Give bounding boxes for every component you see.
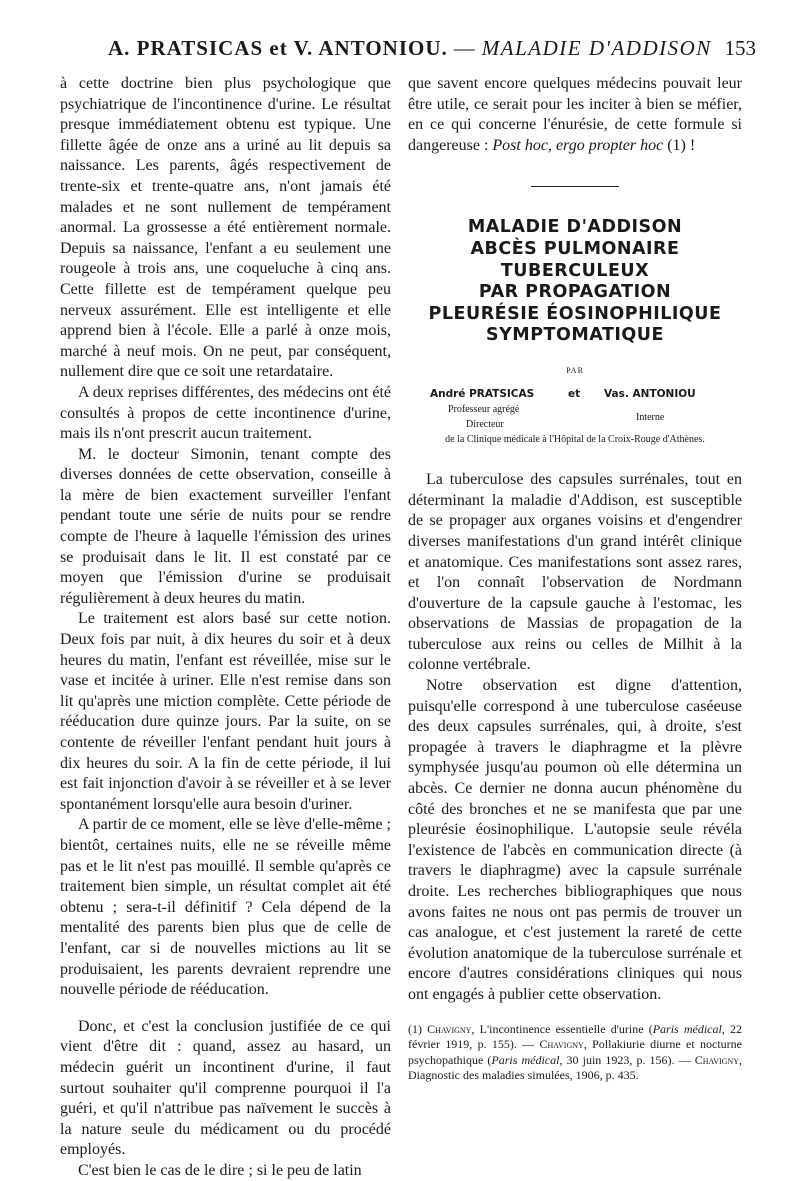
title-line: PLEURÉSIE ÉOSINOPHILIQUE [428,303,722,324]
paragraph: Donc, et c'est la conclusion justifiée de ce qui vient d'être dit : quand, assez au hasard, un médecin guérit un incontinent d'urine, il faut surtout souhaiter qu'il comprenne pourquoi il l'a guéri, et qu'il n'attribue pas naïvement le succès à la nature seule du médicament ou du procédé employés. [60,1017,391,1159]
paragraph: Notre observation est digne d'attention, puisqu'elle correspond à une tuberculose caséeuse des deux capsules surrénales, qui, à droite, s'est propagée à travers le diaphragme et la plèvre symphysée jusqu'au poumon où elle détermina un abcès. Ce dernier ne donna aucun phénomène du côté des bronches et ne se manifesta que par une pleurésie éosinophilique. L'autopsie seule révéla l'existence de l'abcès en communication directe (à travers le diaphragme) avec la capsule surrénale droite. Les recherches bibliographiques que nous avons faites ne nous ont pas permis de trouver un cas analogue, et c'est justement la rareté de cette évolution anatomique de la tuberculose surrénale et encore d'autres considérations cliniques qui nous ont engagés à publier cette observation. [408,677,742,1003]
cited-journal: Paris médical [491,1052,560,1067]
paragraph: La tuberculose des capsules surrénales, tout en déterminant la maladie d'Addison, est susceptible de se propager aux organes voisins et d'engendrer diverses manifestations d'un grand intérêt clinique et anatomique. Ces manifestations sont assez rares, et l'on connaît l'observation de Nordmann d'ouverture de la capsule gauche à l'estomac, les observations de Massias de propagation de la tuberculose aux reins ou celles de Milhit à la colonne vertébrale. [408,471,742,674]
footnote-text: , Diagnostic des maladies simulées, 1906, p. 435. [408,1052,742,1083]
right-column [408,74,742,1084]
author-name: André PRATSICAS [430,387,535,400]
author-title: Interne [636,411,665,423]
page-number: 153 [724,36,756,60]
title-line: ABCÈS PULMONAIRE [470,238,680,259]
paragraph: A deux reprises différentes, des médecins ont été consultés à propos de cette incontinence d'urine, mais ils n'ont prescrit aucun traitement. [60,383,391,443]
cited-author: Chavigny [427,1021,472,1036]
affiliation: de la Clinique médicale à l'Hôpital de la Croix-Rouge d'Athènes. [445,433,705,445]
paragraph-text: (1) ! [663,136,696,154]
byline-par: PAR [566,365,584,375]
header-running-title: MALADIE D'ADDISON [481,36,712,60]
author-title: Professeur agrégé [448,403,520,415]
header-dash: — [453,36,476,60]
section-divider [531,186,619,187]
article-title [408,217,742,347]
footnote-text: , 22 février 1919, p. 155). — [408,1021,742,1052]
paragraph: Le traitement est alors basé sur cette notion. Deux fois par nuit, à dix heures du soir et à deux heures du matin, l'enfant est réveillée, mise sur le vase et incitée à uriner. Elle n'est remise dans son lit qu'après une miction complète. Cette période de rééducation dure quinze jours. Par la suite, on se contente de réveiller l'enfant pendant huit jours à dix heures du soir. A la fin de cette période, il lui est fait injonction d'avoir à se réveiller et à se lever spontanément lorsqu'elle aura besoin d'uriner. [60,610,391,813]
paragraph: A partir de ce moment, elle se lève d'elle-même ; bientôt, certaines nuits, elle ne se réveille même pas et le lit n'est pas mouillé. Il semble qu'après ce traitement bien simple, un résultat complet ait été obtenu ; sera-t-il définitif ? Cela dépend de la mentalité des parents bien plus que de celle de l'enfant, car si de nouvelles mictions au lit se produisaient, les parents devraient reprendre une nouvelle période de rééducation. [60,816,391,999]
footnote-text: , 30 juin 1923, p. 156). — [559,1052,695,1067]
paragraph: à cette doctrine bien plus psychologique que psychiatrique de l'incontinence d'urine. Le résultat presque immédiatement obtenu est typique. Une fillette âgée de onze ans a uriné au lit depuis sa naissance. Les parents, âgés respectivement de trente-six et trente-quatre ans, n'ont jamais été malades et ne sont nullement de tempérament anormal. La grossesse a été entièrement normale. Depuis sa naissance, l'enfant a eu seulement une rougeole à trois ans, une coqueluche à cinq ans. Cette fillette est de tempérament quelque peu nerveux assurément. Elle est intelligente et elle apprend bien à l'école. Elle a parlé à onze mois, marché à neuf mois. On ne peut, par conséquent, nullement dire que ce soit une retardataire. [60,75,391,381]
footnote-text: , Pollakiurie diurne et nocturne psychopathique ( [408,1037,742,1067]
title-line: SYMPTOMATIQUE [486,325,664,346]
left-column [60,74,391,1181]
cited-author: Chavigny [694,1052,739,1067]
running-head [108,36,712,61]
author-block [408,384,742,446]
paragraph: M. le docteur Simonin, tenant compte des diverses données de cette observation, conseille à la mère de bien exactement surveiller l'enfant pendant toute une série de nuits pour se rendre compte de l'heure à laquelle l'émission des urines se produisait dans le lit. Il est constaté par ce moyen que l'émission d'urine se produisait régulièrement à deux heures du matin. [60,445,391,607]
latin-phrase: Post hoc, ergo propter hoc [492,136,664,154]
paragraph-text: que savent encore quelques médecins pouvait leur être utile, ce serait pour les inciter à bien se méfier, en ce qui concerne l'énurésie, de cette formule si dangereuse : [408,75,742,154]
cited-author: Chavigny [539,1037,584,1052]
author-conjunction: et [568,387,581,400]
title-line: PAR PROPAGATION [478,282,672,303]
title-line: MALADIE D'ADDISON [467,217,683,238]
paragraph [408,74,742,156]
title-line: TUBERCULEUX [500,260,650,281]
footnote-text: , L'incontinence essentielle d'urine ( [471,1021,653,1036]
header-authors: A. PRATSICAS et V. ANTONIOU. [108,36,448,60]
cited-journal: Paris médical [652,1021,722,1036]
paragraph: C'est bien le cas de le dire ; si le peu de latin [78,1161,362,1179]
page-header [0,36,800,76]
footnote-marker: (1) [408,1021,422,1036]
author-title: Directeur [466,418,504,430]
footnote [408,1022,742,1084]
author-name: Vas. ANTONIOU [604,387,696,400]
